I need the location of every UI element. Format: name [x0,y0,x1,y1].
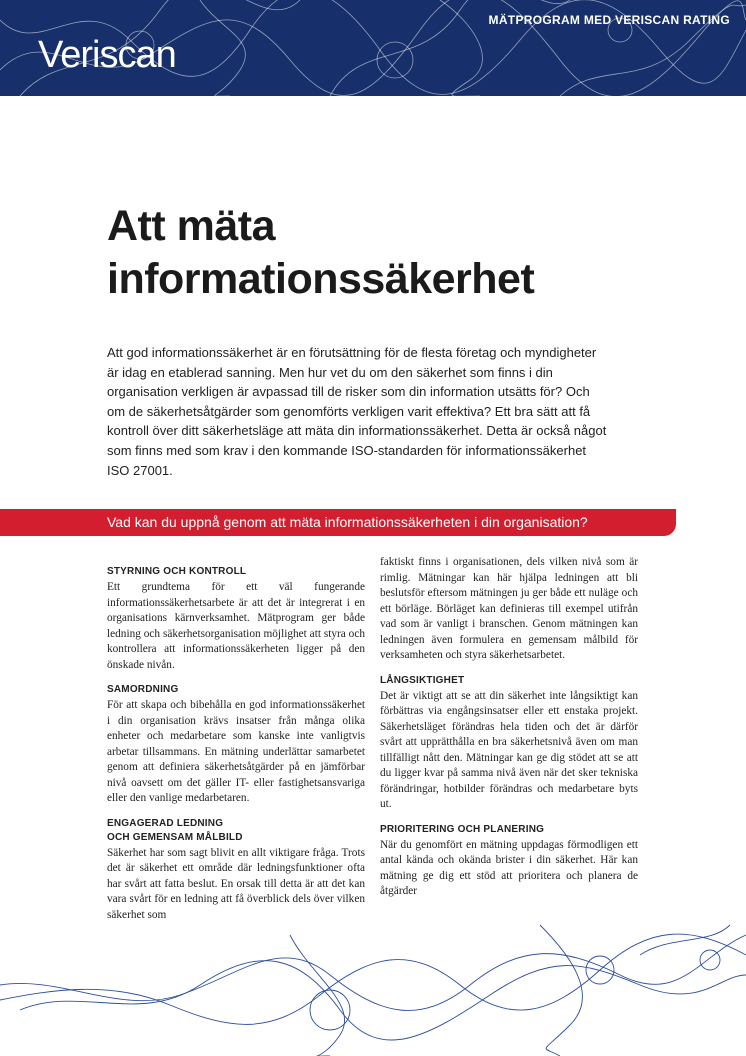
intro-paragraph: Att god informationssäkerhet är en förutsättning för de flesta företag och myndigheter är idag en etablerad sanning. Men hur vet du om den säkerhet som finns i din organisation verkligen är avpassad till de risker som din information utsätts för? Och om de säkerhetsåtgärder som genomförts verkligen varit effektiva? Ett bra sätt att få kontroll över ditt säkerhetsläge att mäta din informationssäkerhet. Detta är också något som finns med som krav i den kommande ISO-standarden för informationssäkerhet ISO 27001. [107,345,607,478]
section-banner [0,509,676,536]
left-column [107,565,365,923]
heading-engagerad-ledning [107,817,365,845]
heading-samordning: SAMORDNING [107,684,179,695]
right-column [380,555,638,900]
page-title-line2: informationssäkerhet [107,255,535,303]
body-styrning: Ett grundtema för ett väl fungerande informationssäkerhetsarbete är att det är integrerat i en organisations kärnverksamhet. Mätprogram ger både ledning och säkerhetsorganisation möjlighet att styra och kontrollera att informationssäkerheten ligger på den önskade nivån. [107,581,365,671]
heading-langsiktighet: LÅNGSIKTIGHET [380,674,465,686]
body-samordning: För att skapa och bibehålla en god informationssäkerhet i din organisation krävs insatser från många olika enheter och medarbetare som kanske inte vanligtvis arbetar tillsammans. En mätning underlättar samarbetet genom att definiera säkerhetsåtgärder på en jämförbar nivå oavsett om det gäller IT- eller fastighetsansvariga eller den vanlige medarbetaren. [107,699,365,804]
heading-engagerad-line2: OCH GEMENSAM MÅLBILD [107,831,243,843]
section-banner-text: Vad kan du uppnå genom att mäta informationssäkerheten i din organisation? [107,514,588,530]
page-title-line1: Att mäta [107,202,276,250]
veriscan-logo: Veriscan [38,34,176,76]
header-band [0,0,746,96]
body-engagerad-ledning-cont: faktiskt finns i organisationen, dels vilken nivå som är rimlig. Mätningar kan här hjälpa ledningen att bli beslutsför eftersom mätningen ju ger både ett nuläge och ett börläge. Börläget kan definieras till exempel utifrån vad som är vanligt i branschen. Genom mätningen kan ledningen även formulera en gemensam målbild för verksamheten och styra säkerhetsarbetet. [380,556,638,661]
body-prioritering: När du genomfört en mätning uppdagas förmodligen ett antal kända och okända brister i din säkerhet. Här kan mätning ge dig ett stöd att prioritera och planera de åtgärder [380,838,638,897]
heading-engagerad-line1: ENGAGERAD LEDNING [107,817,224,829]
footer-swirl-pattern [0,915,746,1056]
heading-styrning: STYRNING OCH KONTROLL [107,566,247,577]
body-engagerad-ledning: Säkerhet har som sagt blivit en allt viktigare fråga. Trots det är säkerhet ett område där ledningsfunktioner ofta har svårt att fatta beslut. En orsak till detta är att det kan vara svårt för en ledning att få överblick dels över vilken säkerhet som [107,846,365,921]
heading-prioritering: PRIORITERING OCH PLANERING [380,823,545,835]
body-langsiktighet: Det är viktigt att se att din säkerhet inte långsiktigt kan förbättras via engångsinsatser eller ett enstaka projekt. Säkerhetsläget förändras hela tiden och det är därför svårt att upprätthålla en bra säkerhetsnivå även om man tillfälligt nått den. Mätningar kan ge dig stödet att se att du ligger kvar på samma nivå även när det sker tekniska förändringar, hotbilder förändras och medarbetare byts ut. [380,689,638,810]
page-title [107,200,534,306]
header-tagline: MÄTPROGRAM MED VERISCAN RATING [488,13,730,27]
